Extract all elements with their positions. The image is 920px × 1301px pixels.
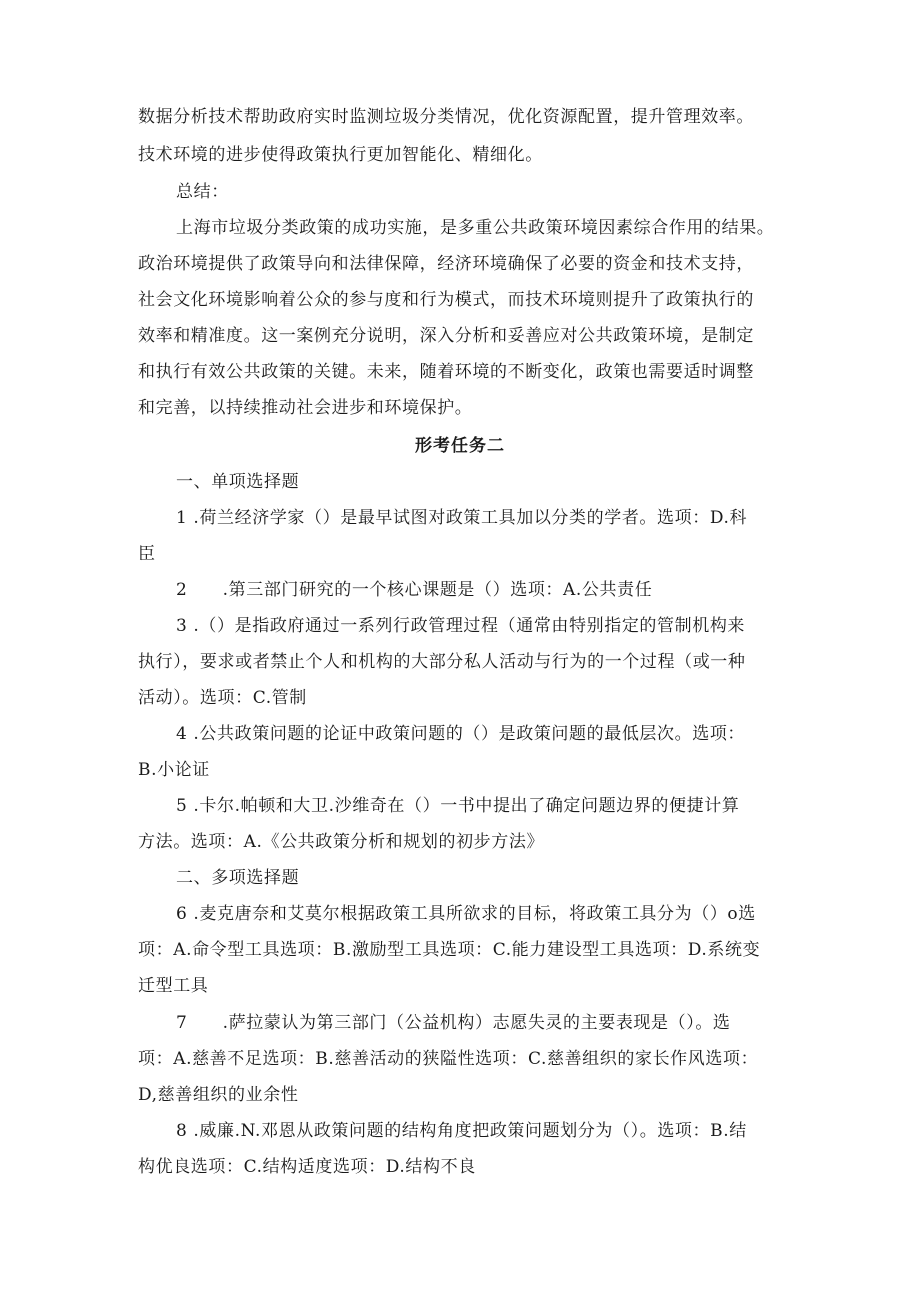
question-line: 执行），要求或者禁止个人和机构的大部分私人活动与行为的一个过程（或一种 <box>138 652 746 672</box>
summary-heading: 总结： <box>176 182 229 202</box>
question-line: 3 .（）是指政府通过一系列行政管理过程（通常由特别指定的管制机构来 <box>176 616 746 636</box>
question-line: 2 .第三部门研究的一个核心课题是（）选项：A.公共责任 <box>176 580 653 600</box>
question-line: 8 .威廉.N.邓恩从政策问题的结构角度把政策问题划分为（）。选项：B.结 <box>176 1121 747 1141</box>
question-line: D,慈善组织的业余性 <box>138 1085 299 1105</box>
question-line: 项：A.命令型工具选项：B.激励型工具选项：C.能力建设型工具选项：D.系统变 <box>138 940 761 960</box>
paragraph-line: 和执行有效公共政策的关键。未来，随着环境的不断变化，政策也需要适时调整 <box>138 362 754 382</box>
subsection-heading: 一、单项选择题 <box>176 472 300 492</box>
paragraph-line: 上海市垃圾分类政策的成功实施，是多重公共政策环境因素综合作用的结果。 <box>176 218 775 238</box>
paragraph-line: 社会文化环境影响着公众的参与度和行为模式，而技术环境则提升了政策执行的 <box>138 290 754 310</box>
question-line: 1 .荷兰经济学家（）是最早试图对政策工具加以分类的学者。选项：D.科 <box>176 508 748 528</box>
question-line: 构优良选项：C.结构适度选项：D.结构不良 <box>138 1157 476 1177</box>
question-line: 5 .卡尔.帕顿和大卫.沙维奇在（）一书中提出了确定问题边界的便捷计算 <box>176 796 740 816</box>
question-line: 迁型工具 <box>138 976 209 996</box>
paragraph-line: 效率和精准度。这一案例充分说明，深入分析和妥善应对公共政策环境，是制定 <box>138 326 754 346</box>
paragraph-line: 技术环境的进步使得政策执行更加智能化、精细化。 <box>138 145 543 165</box>
subsection-heading: 二、多项选择题 <box>176 868 300 888</box>
question-line: 项：A.慈善不足选项：B.慈善活动的狭隘性选项：C.慈善组织的家长作风选项： <box>138 1049 759 1069</box>
paragraph-line: 数据分析技术帮助政府实时监测垃圾分类情况，优化资源配置，提升管理效率。 <box>138 107 754 127</box>
section-title: 形考任务二 <box>415 436 505 456</box>
question-line: B.小论证 <box>138 760 210 780</box>
question-line: 活动）。选项：C.管制 <box>138 688 307 708</box>
question-line: 6 .麦克唐奈和艾莫尔根据政策工具所欲求的目标，将政策工具分为（）o选 <box>176 904 756 924</box>
question-line: 7 .萨拉蒙认为第三部门（公益机构）志愿失灵的主要表现是（）。选 <box>176 1013 731 1033</box>
paragraph-line: 和完善，以持续推动社会进步和环境保护。 <box>138 398 473 418</box>
question-line: 4 .公共政策问题的论证中政策问题的（）是政策问题的最低层次。选项： <box>176 724 746 744</box>
question-line: 臣 <box>138 544 156 564</box>
paragraph-line: 政治环境提供了政策导向和法律保障，经济环境确保了必要的资金和技术支持， <box>138 254 754 274</box>
question-line: 方法。选项：A.《公共政策分析和规划的初步方法》 <box>138 832 545 852</box>
